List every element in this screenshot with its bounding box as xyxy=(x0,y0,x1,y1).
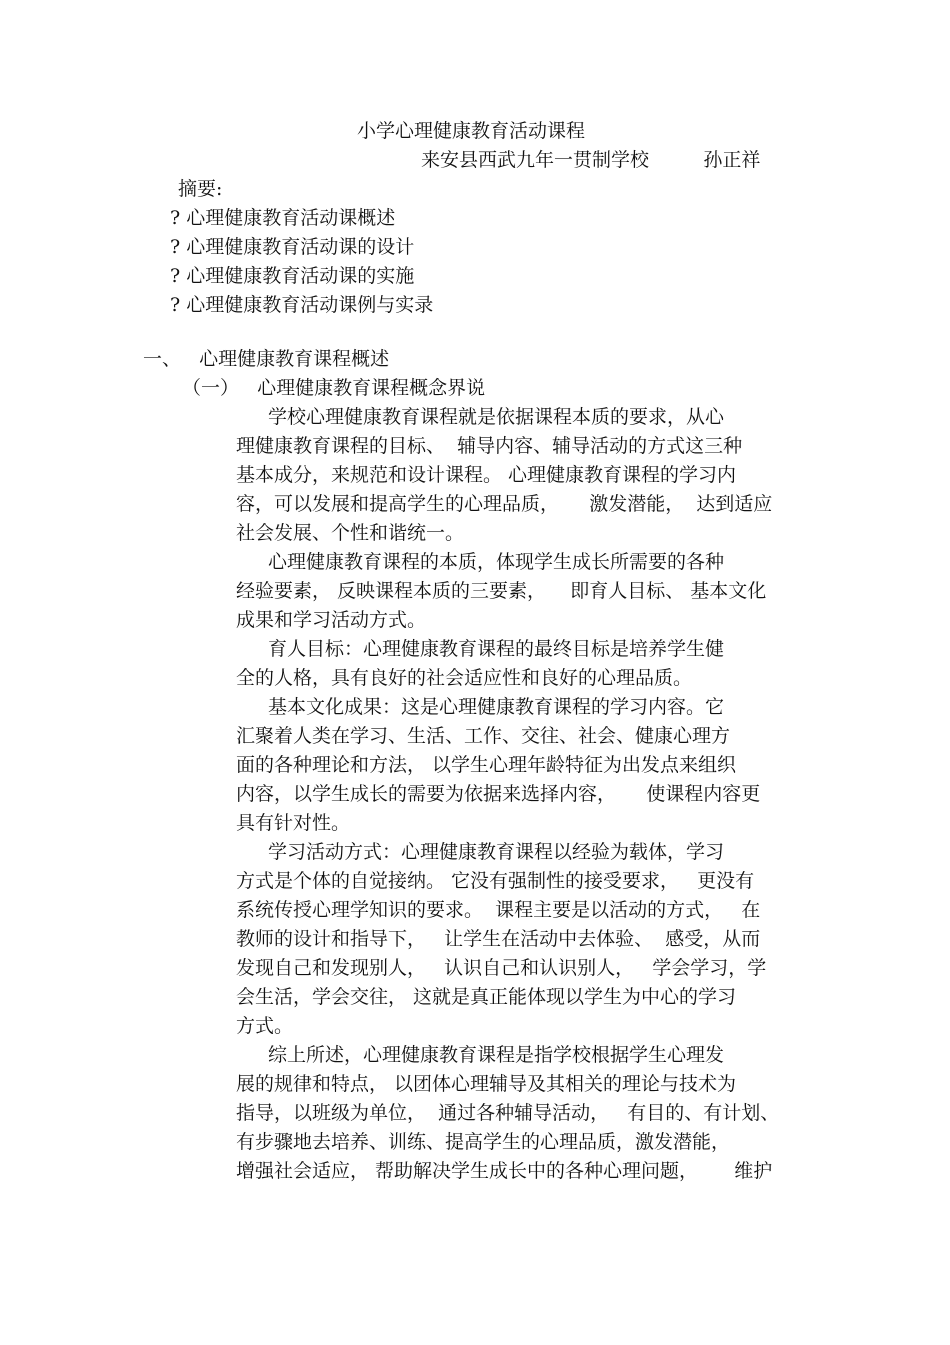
paragraph-line: 方式。 xyxy=(236,1015,294,1037)
section-heading: 一、 心理健康教育课程概述 xyxy=(143,348,390,370)
paragraph-line: 心理健康教育课程的本质，体现学生成长所需要的各种 xyxy=(268,551,725,573)
paragraph-line: 会生活，学会交往， 这就是真正能体现以学生为中心的学习 xyxy=(236,986,737,1008)
paragraph-line: 展的规律和特点， 以团体心理辅导及其相关的理论与技术为 xyxy=(236,1073,737,1095)
abstract-item: ? 心理健康教育活动课的实施 xyxy=(170,265,415,287)
abstract-item: ? 心理健康教育活动课例与实录 xyxy=(170,294,434,316)
abstract-item: ? 心理健康教育活动课的设计 xyxy=(170,236,415,258)
paragraph-line: 综上所述，心理健康教育课程是指学校根据学生心理发 xyxy=(268,1044,725,1066)
paragraph-line: 系统传授心理学知识的要求。 课程主要是以活动的方式， 在 xyxy=(236,899,761,921)
paragraph-line: 社会发展、个性和谐统一。 xyxy=(236,522,465,544)
paragraph-line: 内容，以学生成长的需要为依据来选择内容， 使课程内容更 xyxy=(236,783,761,805)
document-title: 小学心理健康教育活动课程 xyxy=(357,120,586,142)
paragraph-line: 育人目标：心理健康教育课程的最终目标是培养学生健 xyxy=(268,638,725,660)
paragraph-line: 教师的设计和指导下， 让学生在活动中去体验、 感受，从而 xyxy=(236,928,761,950)
paragraph-line: 方式是个体的自觉接纳。 它没有强制性的接受要求， 更没有 xyxy=(236,870,755,892)
paragraph-line: 成果和学习活动方式。 xyxy=(236,609,427,631)
paragraph-line: 面的各种理论和方法， 以学生心理年龄特征为出发点来组织 xyxy=(236,754,737,776)
paragraph-line: 基本文化成果：这是心理健康教育课程的学习内容。它 xyxy=(268,696,725,718)
paragraph-line: 学校心理健康教育课程就是依据课程本质的要求，从心 xyxy=(268,406,725,428)
subsection-heading: （一） 心理健康教育课程概念界说 xyxy=(182,377,486,399)
paragraph-line: 学习活动方式：心理健康教育课程以经验为载体，学习 xyxy=(268,841,725,863)
paragraph-line: 全的人格，具有良好的社会适应性和良好的心理品质。 xyxy=(236,667,693,689)
paragraph-line: 具有针对性。 xyxy=(236,812,351,834)
abstract-item: ? 心理健康教育活动课概述 xyxy=(170,207,396,229)
paragraph-line: 容，可以发展和提高学生的心理品质， 激发潜能， 达到适应 xyxy=(236,493,773,515)
paragraph-line: 指导，以班级为单位， 通过各种辅导活动， 有目的、有计划、 xyxy=(236,1102,780,1124)
paragraph-line: 增强社会适应， 帮助解决学生成长中的各种心理问题， 维护 xyxy=(236,1160,773,1182)
abstract-label: 摘要: xyxy=(178,178,223,200)
paragraph-line: 有步骤地去培养、训练、提高学生的心理品质，激发潜能， xyxy=(236,1131,731,1153)
paragraph-line: 经验要素， 反映课程本质的三要素， 即育人目标、 基本文化 xyxy=(236,580,767,602)
author-line: 来安县西武九年一贯制学校 孙正祥 xyxy=(421,149,761,171)
paragraph-line: 基本成分，来规范和设计课程。 心理健康教育课程的学习内 xyxy=(236,464,737,486)
paragraph-line: 汇聚着人类在学习、生活、工作、交往、社会、健康心理方 xyxy=(236,725,731,747)
paragraph-line: 理健康教育课程的目标、 辅导内容、辅导活动的方式这三种 xyxy=(236,435,743,457)
paragraph-line: 发现自己和发现别人， 认识自己和认识别人， 学会学习，学 xyxy=(236,957,767,979)
